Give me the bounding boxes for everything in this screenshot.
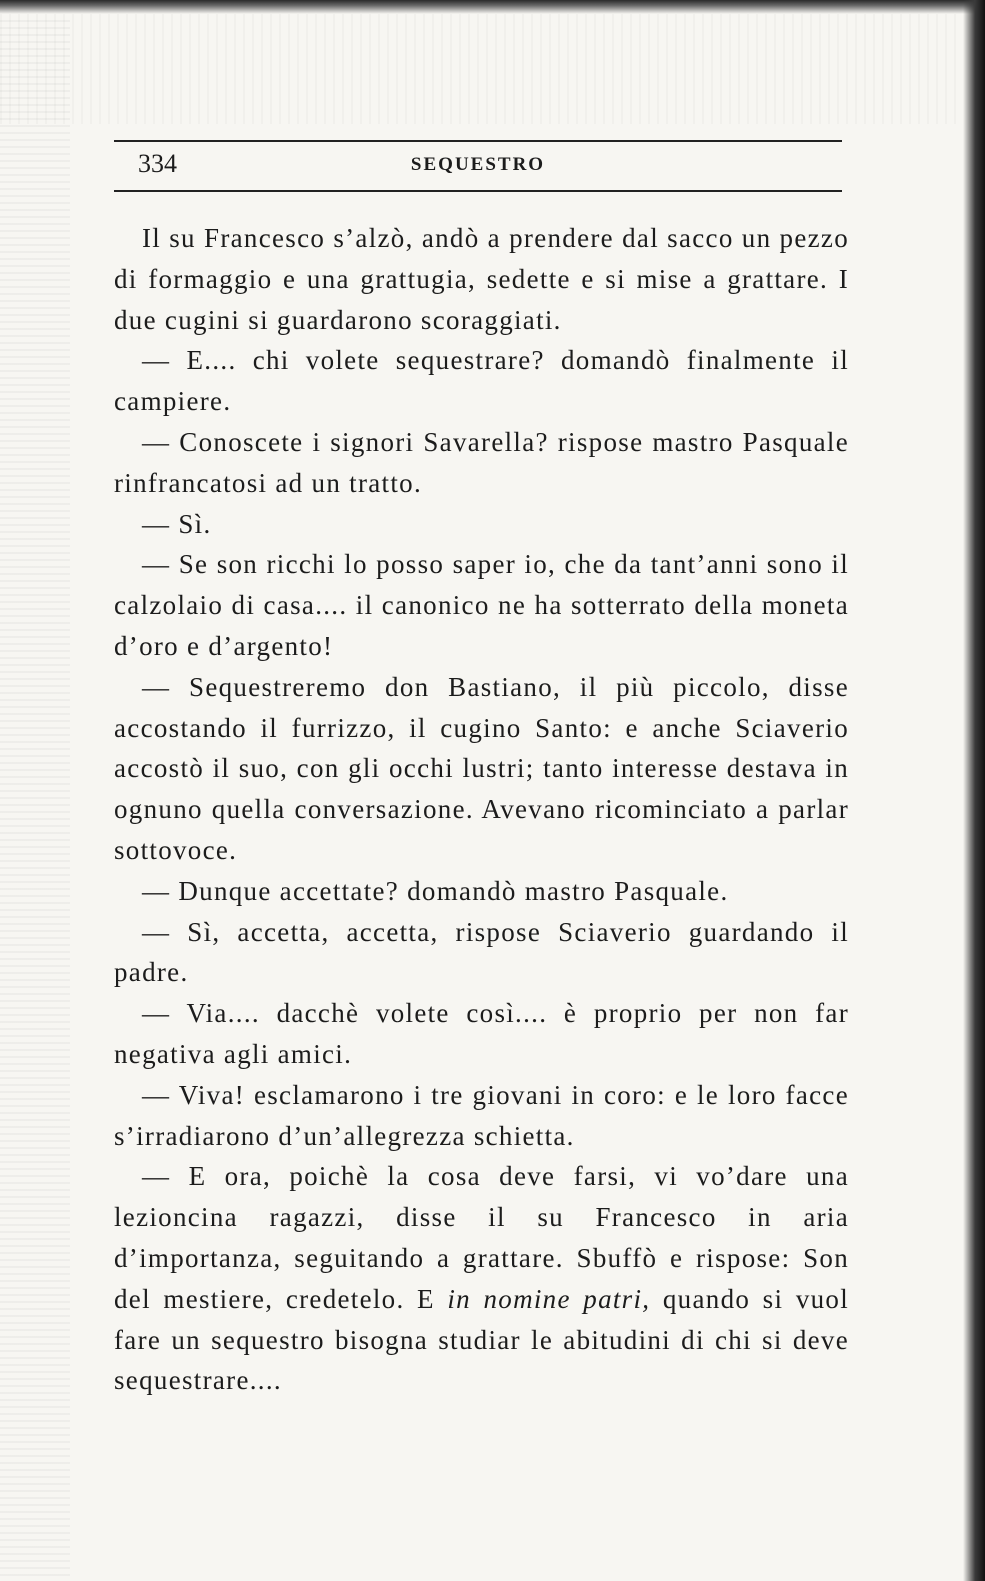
paragraph: — Sì, accetta, accetta, rispose Sciaverio guardando il padre.: [114, 916, 849, 988]
header-rule-top: [114, 140, 842, 142]
page-number: 334: [138, 149, 177, 178]
running-title: SEQUESTRO: [410, 154, 546, 175]
scan-noise-top: [0, 14, 963, 124]
paragraph-text: quando si vuol fare un sequestro bisogna studiar le abitudini di chi si deve sequestrare....: [114, 1283, 850, 1396]
body-text: [114, 218, 849, 1401]
paragraph: — Conoscete i signori Savarella? rispose mastro Pasquale rinfrancatosi ad un tratto.: [114, 426, 849, 498]
scan-right-edge: [963, 0, 985, 1581]
header-rule-bottom: [114, 190, 842, 192]
page-header: [114, 140, 842, 192]
paragraph: — Via.... dacchè volete così.... è proprio per non far negativa agli amici.: [114, 998, 849, 1069]
paragraph: Il su Francesco s’alzò, andò a prendere dal sacco un pezzo di formaggio e una grattugia, sedette e si mise a grattare. I due cugini si guardarono scoraggiati.: [114, 223, 849, 335]
scan-noise-left: [0, 20, 70, 1581]
paragraph: — Se son ricchi lo posso saper io, che da tant’anni sono il calzolaio di casa.... il canonico ne ha sotterrato della moneta d’oro e d’argento!: [114, 549, 849, 661]
paragraph: — E.... chi volete sequestrare? domandò finalmente il campiere.: [114, 345, 849, 417]
paragraph-last: [114, 1156, 849, 1401]
paragraph-text: — E ora, poichè la cosa deve farsi, vi vo’dare una lezioncina ragazzi, disse il su Francesco in aria d’importanza, seguitando a grattare. Sbuffò e rispose: Son del mestiere, credetelo. E: [114, 1161, 849, 1314]
paragraph: — Dunque accettate? domandò mastro Pasquale.: [142, 875, 729, 906]
paragraph: — Viva! esclamarono i tre giovani in coro: e le loro facce s’irradiarono d’un’allegrezza schietta.: [114, 1079, 849, 1151]
latin-phrase: in nomine patri,: [447, 1283, 651, 1314]
paragraph: — Sì.: [142, 508, 212, 539]
scan-top-edge: [0, 0, 985, 14]
paragraph: — Sequestreremo don Bastiano, il più piccolo, disse accostando il furrizzo, il cugino Santo: e anche Sciaverio accostò il suo, con gli occhi lustri; tanto interesse destava in ognuno quella conversazione. Avevano ricominciato a parlar sottovoce.: [114, 671, 849, 865]
